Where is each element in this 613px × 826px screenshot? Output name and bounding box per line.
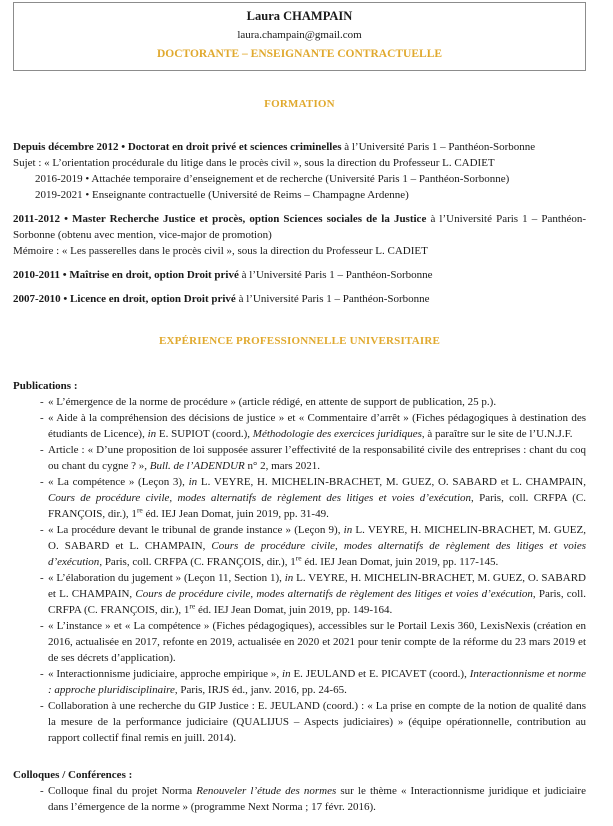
list-item <box>13 474 586 522</box>
formation-entry <box>13 139 586 203</box>
list-item-text <box>48 700 586 744</box>
dash-bullet: - <box>40 700 44 712</box>
list-item-text <box>48 444 586 472</box>
list-item <box>13 394 586 410</box>
dash-bullet: - <box>40 412 44 424</box>
text-run: in <box>188 476 198 488</box>
text-run: re <box>295 553 302 563</box>
text-run: « Interactionnisme judiciaire, approche empirique », <box>48 668 283 680</box>
formation-entry <box>13 291 586 307</box>
text-run: Collaboration à une recherche du GIP Justice : E. JEULAND (coord.) : « La prise en compte de la notion de qualité dans la mesure de la performance judiciaire (QUALIJUS – Aspects judiciaires) » (équipe opérationnelle, contribution au rapport collectif final remis en juill. 2014). <box>48 700 586 744</box>
text-run: in <box>147 428 157 440</box>
header-identity-box <box>13 2 586 71</box>
list-item <box>13 698 586 746</box>
entry-text <box>13 267 586 283</box>
entry-text <box>13 139 586 171</box>
text-run: « L’élaboration du jugement » (Leçon 11, Section 1), <box>48 572 285 584</box>
text-run: L. VEYRE, H. MICHELIN-BRACHET, M. GUEZ, O. SABARD et L. CHAMPAIN, <box>48 524 586 552</box>
text-run: in <box>343 524 353 536</box>
list-item-text <box>48 412 586 440</box>
list-item-text <box>48 476 586 520</box>
text-run: L. VEYRE, H. MICHELIN-BRACHET, M. GUEZ, O. SABARD et L. CHAMPAIN, <box>197 476 587 488</box>
text-run: Mémoire : « Les passerelles dans le procès civil », sous la direction du Professeur L. CADIET <box>13 245 428 257</box>
role-title: DOCTORANTE – ENSEIGNANTE CONTRACTUELLE <box>156 48 443 60</box>
dash-bullet: - <box>40 620 44 632</box>
formation-entry <box>13 267 586 283</box>
text-run: Renouveler l’étude des normes <box>196 785 337 797</box>
email: laura.champain@gmail.com <box>237 29 362 41</box>
text-run: , Paris, coll. CRFPA (C. FRANÇOIS, dir.), 1 <box>48 492 586 520</box>
dash-bullet: - <box>40 572 44 584</box>
text-run: à l’Université Paris 1 – Panthéon-Sorbonne <box>241 269 433 281</box>
entry-sublines <box>13 171 586 203</box>
publications-label: Publications : <box>13 380 78 392</box>
text-run: , à paraître sur le site de l’U.N.J.F. <box>421 428 573 440</box>
text-run: Depuis décembre 2012 • Doctorat en droit privé et sciences criminelles <box>13 141 345 153</box>
list-item <box>13 666 586 698</box>
list-item <box>13 522 586 570</box>
text-run: re <box>189 601 196 611</box>
list-item <box>13 783 586 815</box>
text-run: in <box>282 668 291 680</box>
text-run: , Paris, coll. CRFPA (C. FRANÇOIS, dir.), 1 <box>99 556 296 568</box>
entry-subline: 2019-2021 • Enseignante contractuelle (Université de Reims – Champagne Ardenne) <box>35 189 409 201</box>
text-run: à l’Université Paris 1 – Panthéon-Sorbonne (obtenu avec mention, vice-major de promotion) <box>13 213 586 241</box>
dash-bullet: - <box>40 396 44 408</box>
dash-bullet: - <box>40 476 44 488</box>
list-item-text <box>48 620 586 664</box>
text-run: L. VEYRE, H. MICHELIN-BRACHET, M. GUEZ, O. SABARD et L. CHAMPAIN, <box>48 572 586 600</box>
text-run: Cours de procédure civile, modes alternatifs de règlement des litiges et voies d’exécution <box>135 588 533 600</box>
list-item-text <box>48 396 496 408</box>
list-item <box>13 442 586 474</box>
text-run: à l’Université Paris 1 – Panthéon-Sorbonne <box>238 293 430 305</box>
text-run: « Aide à la compréhension des décisions de justice » et « Commentaire d’arrêt » (Fiches pédagogiques à destination des étudiants de Licence), <box>48 412 586 440</box>
text-run: Cours de procédure civile, modes alternatifs de règlement des litiges et voies d’exécution <box>48 492 472 504</box>
text-run: 2011-2012 • Master Recherche Justice et procès, option Sciences sociales de la Justice <box>13 213 431 225</box>
text-run: à l’Université Paris 1 – Panthéon-Sorbonne <box>344 141 536 153</box>
list-item-text <box>48 668 586 696</box>
text-run: « L’émergence de la norme de procédure » (article rédigé, en attente de support de publication, 25 p.). <box>48 396 497 408</box>
text-run: Cours de procédure civile, modes alternatifs de règlement des litiges et voies d’exécution <box>48 540 587 568</box>
text-run: in <box>284 572 294 584</box>
formation-entries <box>13 139 586 307</box>
conferences-list <box>13 783 586 815</box>
entry-subline: 2016-2019 • Attachée temporaire d’enseignement et de recherche (Université Paris 1 – Panthéon-Sorbonne) <box>35 173 510 185</box>
list-item-text <box>48 785 586 813</box>
text-run: Méthodologie des exercices juridiques <box>252 428 422 440</box>
list-item <box>13 618 586 666</box>
entry-text <box>13 211 586 259</box>
text-run: , Paris, coll. CRFPA (C. FRANÇOIS, dir.), 1 <box>48 588 586 616</box>
text-run: sur le thème « Interactionnisme juridique et judiciaire dans l’émergence de la norme » (programme Next Norma ; 17 févr. 2016). <box>48 785 586 813</box>
text-run: « L’instance » et « La compétence » (Fiches pédagogiques), accessibles sur le Portail Lexis 360, LexisNexis (création en 2016, actualisée en 2017, refonte en 2019, actualisée en 2020 et 2021 pour tenir compte de la réforme du 23 mars 2019 et de ses décrets d’application). <box>48 620 586 664</box>
section-heading-experience: EXPÉRIENCE PROFESSIONNELLE UNIVERSITAIRE <box>158 335 441 347</box>
publications-list <box>13 394 586 746</box>
list-item-text <box>48 524 586 568</box>
dash-bullet: - <box>40 444 44 456</box>
text-run: 2010-2011 • Maîtrise en droit, option Droit privé <box>13 269 242 281</box>
text-run: , Paris, IRJS éd., janv. 2016, pp. 24-65. <box>174 684 347 696</box>
text-run: Interactionnisme et norme : approche pluridisciplinaire <box>48 668 586 696</box>
conferences-label: Colloques / Conférences : <box>13 769 133 781</box>
text-run: éd. IEJ Jean Domat, juin 2019, pp. 31-49. <box>142 508 329 520</box>
text-run: Colloque final du projet Norma <box>48 785 197 797</box>
text-run: éd. IEJ Jean Domat, juin 2019, pp. 117-145. <box>301 556 499 568</box>
text-run: n° 2, mars 2021. <box>244 460 321 472</box>
person-name: Laura CHAMPAIN <box>246 9 353 23</box>
text-run: E. SUPIOT (coord.), <box>156 428 253 440</box>
list-item-text <box>48 572 586 616</box>
text-run: éd. IEJ Jean Domat, juin 2019, pp. 149-164. <box>195 604 393 616</box>
text-run: Sujet : « L’orientation procédurale du litige dans le procès civil », sous la direction du Professeur L. CADIET <box>13 157 495 169</box>
list-item <box>13 410 586 442</box>
text-run: « La procédure devant le tribunal de grande instance » (Leçon 9), <box>48 524 344 536</box>
formation-entry <box>13 211 586 259</box>
list-item <box>13 570 586 618</box>
dash-bullet: - <box>40 524 44 536</box>
text-run: « La compétence » (Leçon 3), <box>48 476 189 488</box>
text-run: re <box>136 505 143 515</box>
text-run: Bull. de l’ADENDUR <box>149 460 245 472</box>
section-heading-formation: FORMATION <box>264 98 335 110</box>
dash-bullet: - <box>40 785 44 797</box>
dash-bullet: - <box>40 668 44 680</box>
text-run: Article : « D’une proposition de loi supposée assurer l’effectivité de la responsabilité civile des entreprises : chant du coq ou chant du cygne ? », <box>48 444 586 472</box>
text-run: E. JEULAND et E. PICAVET (coord.), <box>290 668 470 680</box>
entry-text <box>13 291 586 307</box>
text-run: 2007-2010 • Licence en droit, option Droit privé <box>13 293 239 305</box>
